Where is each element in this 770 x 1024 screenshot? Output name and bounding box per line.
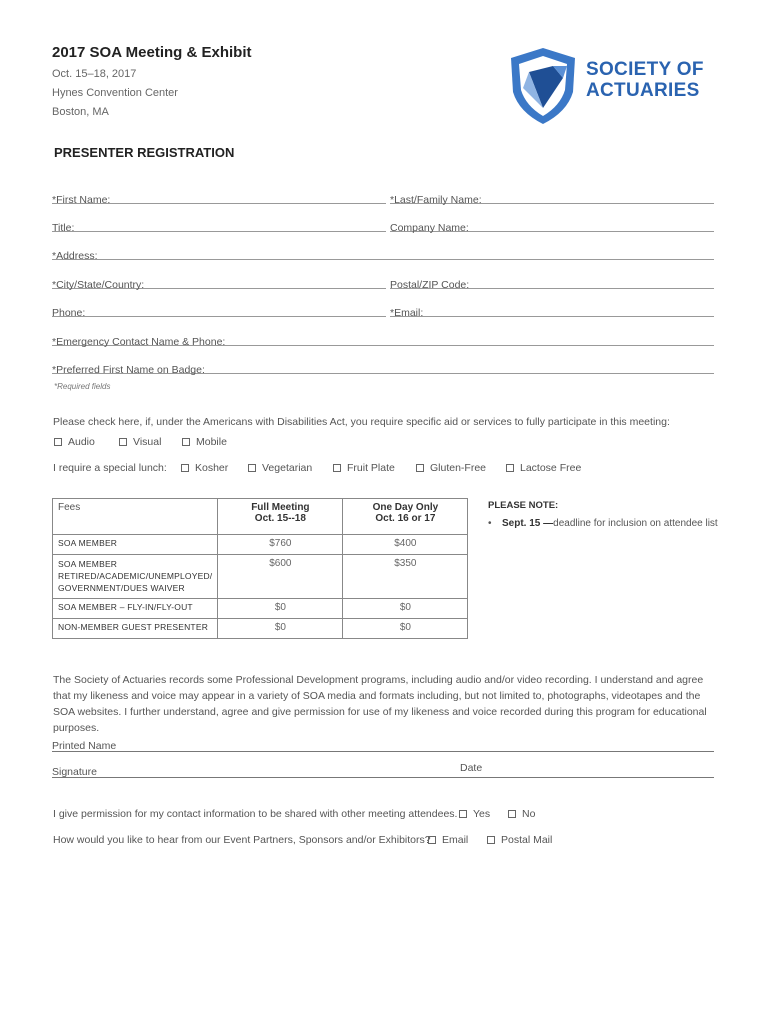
postal-field[interactable]	[390, 275, 714, 289]
fee-day-value: $400	[343, 535, 468, 555]
lunch-vegetarian-label: Vegetarian	[262, 462, 313, 474]
event-city: Boston, MA	[52, 106, 109, 118]
logo-line-2: ACTUARIES	[586, 80, 700, 101]
fee-row-label: NON-MEMBER GUEST PRESENTER	[53, 619, 218, 639]
city-state-label: *City/State/Country:	[52, 279, 145, 291]
one-day-title: One Day Only	[372, 502, 439, 513]
share-yes-label: Yes	[473, 808, 491, 820]
fees-label: Fees	[53, 499, 218, 535]
first-name-field[interactable]	[52, 190, 386, 204]
note-description: deadline for inclusion on attendee list	[553, 518, 718, 529]
fee-row-label: SOA MEMBER RETIRED/ACADEMIC/UNEMPLOYED/ GOVERNMENT/DUES WAIVER	[53, 555, 218, 599]
checkbox-icon[interactable]	[119, 438, 127, 446]
ada-audio-option[interactable]	[54, 436, 95, 448]
signature-label: Signature	[52, 766, 97, 778]
lunch-kosher-option[interactable]	[181, 462, 228, 474]
lunch-lactose-free-option[interactable]	[506, 462, 581, 474]
fee-day-value: $0	[343, 619, 468, 639]
hear-email-option[interactable]	[428, 834, 468, 846]
one-day-dates: Oct. 16 or 17	[375, 513, 436, 524]
logo-line-1: SOCIETY OF	[586, 59, 704, 80]
phone-label: Phone:	[52, 307, 86, 319]
lunch-gluten-free-label: Gluten-Free	[430, 462, 487, 474]
printed-name-field[interactable]	[52, 736, 714, 752]
ada-visual-option[interactable]	[119, 436, 161, 448]
email-field[interactable]	[390, 303, 714, 317]
last-name-field[interactable]	[390, 190, 714, 204]
full-meeting-title: Full Meeting	[251, 502, 310, 513]
lunch-fruit-plate-option[interactable]	[333, 462, 395, 474]
lunch-kosher-label: Kosher	[195, 462, 229, 474]
checkbox-icon[interactable]	[506, 464, 514, 472]
lunch-lactose-free-label: Lactose Free	[520, 462, 582, 474]
event-dates: Oct. 15–18, 2017	[52, 68, 137, 80]
company-label: Company Name:	[390, 222, 469, 234]
lunch-gluten-free-option[interactable]	[416, 462, 486, 474]
note-text	[502, 516, 718, 532]
fee-day-value: $350	[343, 555, 468, 599]
consent-paragraph: The Society of Actuaries records some Professional Development programs, including audio and/or video recording. I understand and agree that my likeness and voice may appear in a variety of SOA media and formats including, but not limited to, photographs, videotapes and the SOA websites. I further understand, agree and give permission for use of my likeness and voice recorded during this program for educational purposes.	[53, 674, 707, 734]
ada-visual-label: Visual	[133, 436, 162, 448]
share-question: I give permission for my contact information to be shared with other meeting attendees.	[53, 808, 458, 820]
lunch-fruit-plate-label: Fruit Plate	[347, 462, 395, 474]
page-title: 2017 SOA Meeting & Exhibit	[52, 44, 252, 61]
fee-full-value: $0	[218, 599, 343, 619]
last-name-label: *Last/Family Name:	[390, 194, 482, 206]
fee-full-value: $600	[218, 555, 343, 599]
badge-name-field[interactable]	[52, 360, 714, 374]
required-note: *Required fields	[54, 382, 111, 391]
address-label: *Address:	[52, 250, 98, 262]
ada-audio-label: Audio	[68, 436, 95, 448]
note-deadline: Sept. 15 —	[502, 518, 554, 529]
signature-field[interactable]	[52, 762, 714, 778]
one-day-header	[343, 499, 468, 535]
title-label: Title:	[52, 222, 75, 234]
hear-question: How would you like to hear from our Event Partners, Sponsors and/or Exhibitors?	[53, 834, 431, 846]
email-label: *Email:	[390, 307, 424, 319]
company-field[interactable]	[390, 218, 714, 232]
checkbox-icon[interactable]	[459, 810, 467, 818]
title-field[interactable]	[52, 218, 386, 232]
postal-label: Postal/ZIP Code:	[390, 279, 470, 291]
fee-full-value: $0	[218, 619, 343, 639]
checkbox-icon[interactable]	[428, 836, 436, 844]
table-row	[53, 599, 468, 619]
table-row	[53, 535, 468, 555]
share-yes-option[interactable]	[459, 808, 490, 820]
logo-wordmark	[586, 59, 704, 101]
address-field[interactable]	[52, 246, 714, 260]
checkbox-icon[interactable]	[54, 438, 62, 446]
soa-logo-icon	[507, 46, 579, 126]
fee-row-label: SOA MEMBER – FLY-IN/FLY-OUT	[53, 599, 218, 619]
city-state-field[interactable]	[52, 275, 386, 289]
hear-mail-label: Postal Mail	[501, 834, 553, 846]
emergency-contact-label: *Emergency Contact Name & Phone:	[52, 336, 226, 348]
checkbox-icon[interactable]	[416, 464, 424, 472]
checkbox-icon[interactable]	[248, 464, 256, 472]
fee-row-label: SOA MEMBER	[53, 535, 218, 555]
section-title: PRESENTER REGISTRATION	[54, 145, 235, 160]
date-label: Date	[460, 762, 483, 774]
checkbox-icon[interactable]	[333, 464, 341, 472]
fee-day-value: $0	[343, 599, 468, 619]
printed-name-label: Printed Name	[52, 740, 117, 752]
hear-mail-option[interactable]	[487, 834, 552, 846]
hear-email-label: Email	[442, 834, 469, 846]
checkbox-icon[interactable]	[487, 836, 495, 844]
badge-name-label: *Preferred First Name on Badge:	[52, 364, 205, 376]
fee-full-value: $760	[218, 535, 343, 555]
ada-question: Please check here, if, under the Americans with Disabilities Act, you require specific aid or services to fully participate in this meeting:	[53, 416, 670, 428]
first-name-label: *First Name:	[52, 194, 111, 206]
table-row	[53, 555, 468, 599]
fees-header-row	[53, 499, 468, 535]
table-row	[53, 619, 468, 639]
checkbox-icon[interactable]	[181, 464, 189, 472]
ada-mobile-option[interactable]	[182, 436, 227, 448]
lunch-label: I require a special lunch:	[53, 462, 167, 474]
phone-field[interactable]	[52, 303, 386, 317]
lunch-vegetarian-option[interactable]	[248, 462, 312, 474]
note-title: PLEASE NOTE:	[488, 500, 559, 511]
bullet-icon: •	[488, 518, 492, 529]
fees-table	[52, 498, 468, 639]
checkbox-icon[interactable]	[508, 810, 516, 818]
full-meeting-header	[218, 499, 343, 535]
event-venue: Hynes Convention Center	[52, 87, 178, 99]
share-no-label: No	[522, 808, 536, 820]
checkbox-icon[interactable]	[182, 438, 190, 446]
share-no-option[interactable]	[508, 808, 535, 820]
emergency-contact-field[interactable]	[52, 332, 714, 346]
ada-mobile-label: Mobile	[196, 436, 227, 448]
full-meeting-dates: Oct. 15--18	[254, 513, 306, 524]
note-body	[488, 516, 718, 532]
